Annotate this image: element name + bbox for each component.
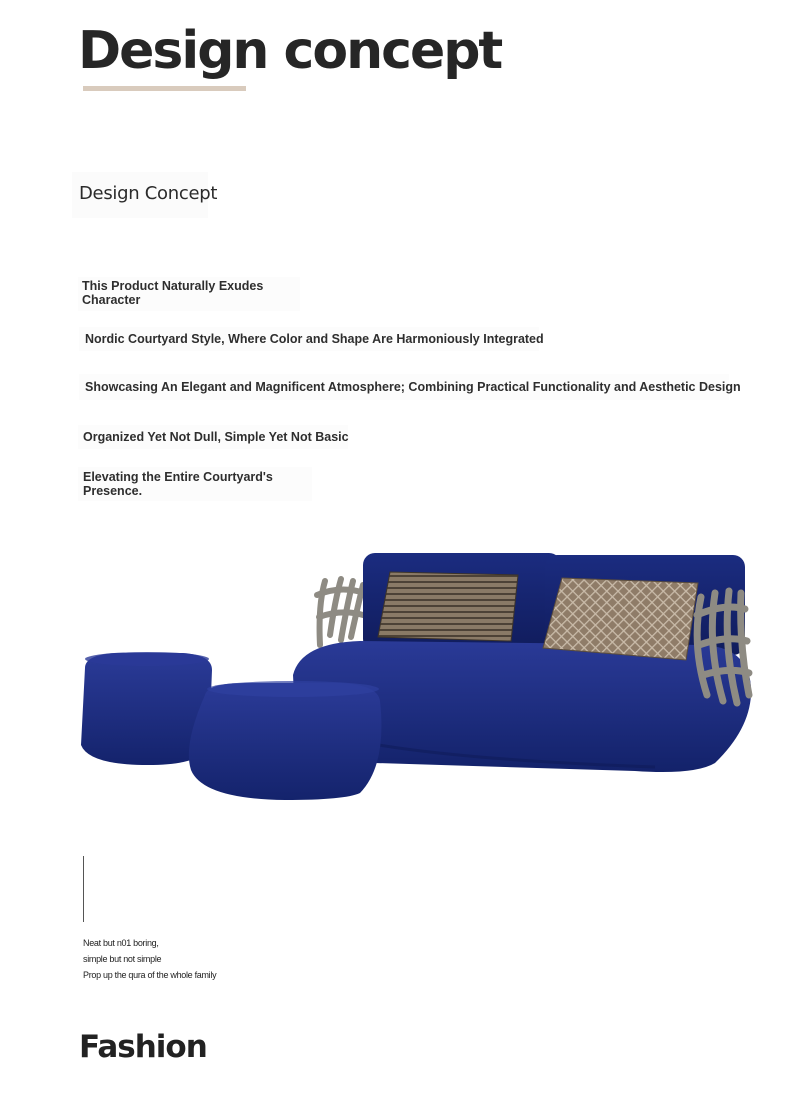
note-line-3: Prop up the qura of the whole family xyxy=(83,970,217,980)
rope-arm-left xyxy=(317,579,365,645)
striped-pillow xyxy=(378,572,518,641)
concept-line-3: Showcasing An Elegant and Magnificent Atmosphere; Combining Practical Functionality and Aesthetic Design xyxy=(85,380,741,394)
pouf-front xyxy=(189,683,382,800)
concept-line-4: Organized Yet Not Dull, Simple Yet Not Basic xyxy=(83,430,349,444)
patterned-pillow xyxy=(543,578,698,660)
note-line-2: simple but not simple xyxy=(83,954,162,964)
note-line-1: Neat but n01 boring, xyxy=(83,938,159,948)
section-subtitle: Design Concept xyxy=(79,183,218,204)
page-title: Design concept xyxy=(78,21,502,81)
divider-line xyxy=(83,856,84,922)
title-underline xyxy=(83,86,246,91)
concept-line-2: Nordic Courtyard Style, Where Color and Shape Are Harmoniously Integrated xyxy=(85,332,544,346)
concept-line-5: Elevating the Entire Courtyard's Presence. xyxy=(83,470,273,498)
section-heading: Fashion xyxy=(79,1029,207,1065)
sofa-set-icon xyxy=(75,545,765,815)
concept-line-1: This Product Naturally Exudes Character xyxy=(82,279,264,307)
